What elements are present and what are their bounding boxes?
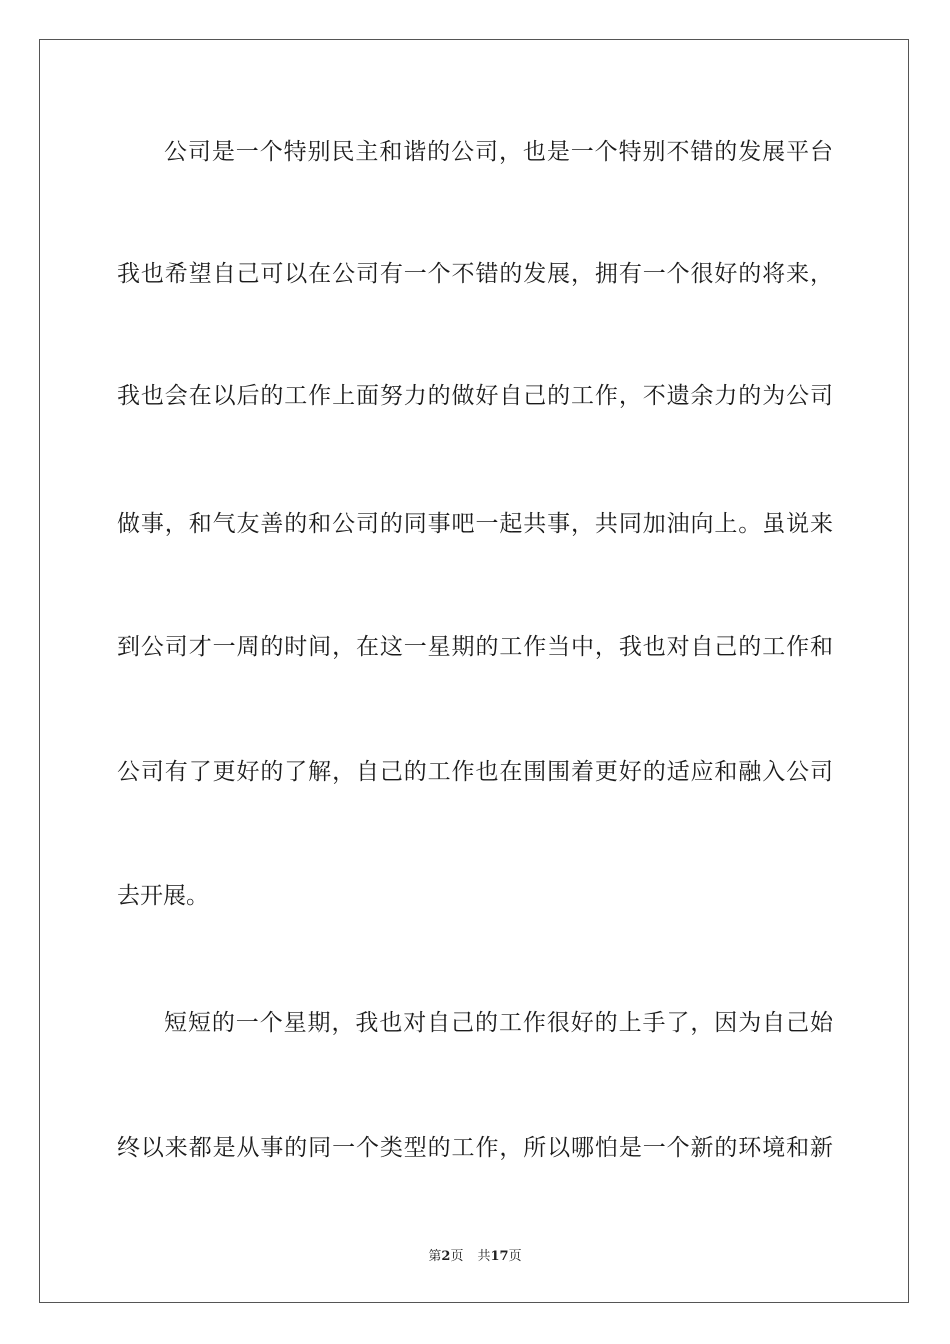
page-footer [0,1248,950,1266]
paragraph-line: 做事，和气友善的和公司的同事吧一起共事，共同加油向上。虽说来 [117,511,833,537]
paragraph-line: 我也希望自己可以在公司有一个不错的发展，拥有一个很好的将来， [117,261,833,287]
footer-total-prefix: 共 [477,1249,491,1264]
footer-total-pages: 17 [490,1249,509,1264]
paragraph-line: 公司是一个特别民主和谐的公司，也是一个特别不错的发展平台 [164,139,833,165]
page-border [39,39,909,1303]
paragraph-line: 短短的一个星期，我也对自己的工作很好的上手了，因为自己始 [164,1010,833,1036]
footer-page-prefix: 第 [428,1249,442,1264]
paragraph-line: 到公司才一周的时间，在这一星期的工作当中，我也对自己的工作和 [117,634,833,660]
paragraph-line: 去开展。 [117,883,209,909]
footer-page-suffix: 页 [450,1249,464,1264]
paragraph-line: 我也会在以后的工作上面努力的做好自己的工作，不遗余力的为公司 [117,383,833,409]
paragraph-line: 终以来都是从事的同一个类型的工作，所以哪怕是一个新的环境和新 [117,1135,833,1161]
footer-page-number: 2 [441,1249,451,1264]
footer-total-suffix: 页 [508,1249,522,1264]
paragraph-line: 公司有了更好的了解，自己的工作也在围围着更好的适应和融入公司 [117,759,833,785]
